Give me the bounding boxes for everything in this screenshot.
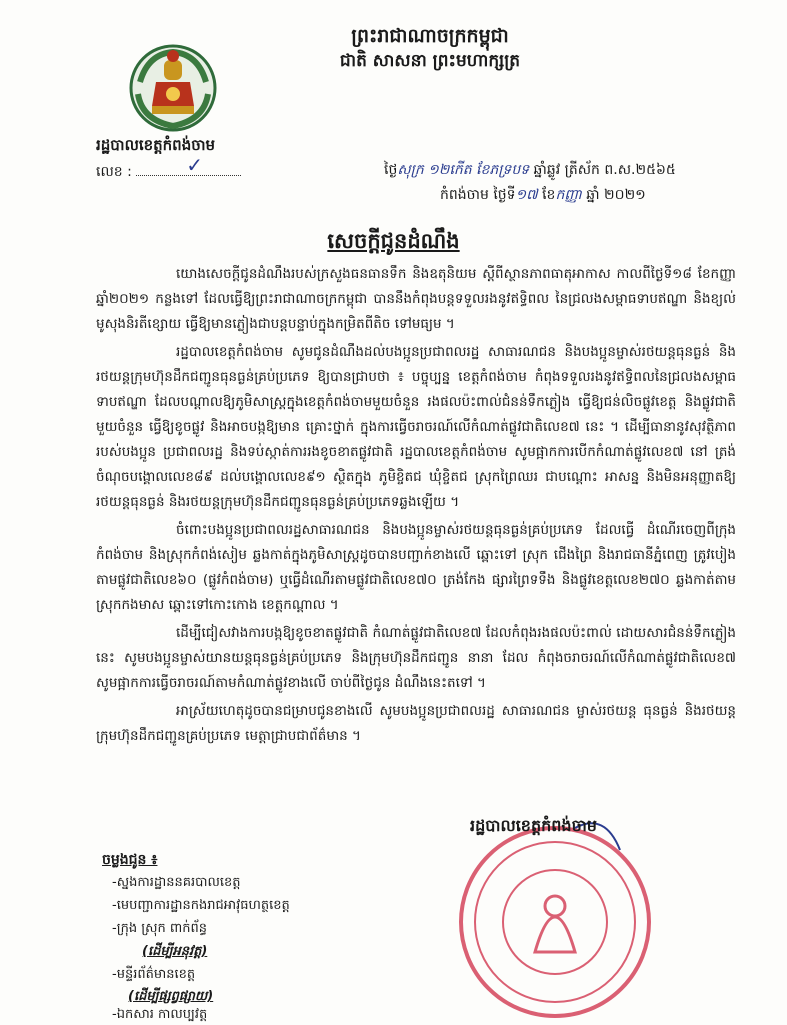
solar-date xyxy=(440,185,760,206)
national-motto: ជាតិ សាសនា ព្រះមហាក្សត្រ xyxy=(339,51,521,71)
solar-month-label: ខែ xyxy=(542,187,556,203)
solar-prefix: កំពង់ចាម ថ្ងៃទី xyxy=(440,187,516,203)
paragraph-2: រដ្ឋបាលខេត្តកំពង់ចាម សូមជូនដំណឹងដល់បងប្អូនប្រជាពលរដ្ឋ សាធារណជន និងបងប្អូនម្ចាស់រថយន្តធុនធ្ងន់ និងរថយន្តក្រុមហ៊ុនដឹកជញ្ជូនធុនធ្ងន់គ្រប់ប្រភេទ ឱ្យបានជ្រាបថា ៖ បច្ចុប្បន្ន ខេត្តកំពង់ចាម កំពុងទទួលរងនូវឥទ្ធិពលនៃជ្រលងសម្ពាធទាបឥណ្ឌា ដែលបណ្តាលឱ្យភូមិសាស្ត្រក្នុងខេត្តកំពង់ចាមមួយចំនួន រងផលប៉ះពាល់ជំនន់ទឹកភ្លៀង ធ្វើឱ្យជន់លិចផ្លូវខេត្ត និងផ្លូវជាតិមួយចំនួន ធ្វើឱ្យខូចផ្លូវ និងអាចបង្កឱ្យមាន គ្រោះថ្នាក់ ក្នុងការធ្វើចរាចរណ៍លើកំណាត់ផ្លូវជាតិលេខ៧ នេះ ។ ដើម្បីធានានូវសុវត្ថិភាពរបស់បងប្អូន ប្រជាពលរដ្ឋ និងទប់ស្កាត់ការរងខូចខាតផ្លូវជាតិ រដ្ឋបាលខេត្តកំពង់ចាម សូមផ្អាកការបើកកំណាត់ផ្លូវលេខ៧ នៅ ត្រង់ចំណុចបង្គោលលេខ៨៩ ដល់បង្គោលលេខ៩១ ស្ថិតក្នុង ភូមិខ្ចិតជ ឃុំខ្ចិតជ ស្រុកព្រៃឈរ ជាបណ្តោះ អាសន្ន និងមិនអនុញ្ញាតឱ្យរថយន្តធុនធ្ងន់ និងរថយន្តក្រុមហ៊ុនដឹកជញ្ជូនធុនធ្ងន់គ្រប់ប្រភេទឆ្លងឡើយ ។ xyxy=(96,344,736,510)
paragraph-3: ចំពោះបងប្អូនប្រជាពលរដ្ឋសាធារណជន និងបងប្អូនម្ចាស់រថយន្តធុនធ្ងន់គ្រប់ប្រភេទ ដែលធ្វើ ដំណើរចេញពីក្រុងកំពង់ចាម និងស្រុកកំពង់សៀម ឆ្លងកាត់ក្នុងភូមិសាស្ត្រដូចបានបញ្ជាក់ខាងលើ ឆ្ពោះទៅ ស្រុក ជើងព្រៃ និងរាជធានីភ្នំពេញ ត្រូវបៀងតាមផ្លូវជាតិលេខ៦០ (ផ្លូវកំពង់ចាម) ឬធ្វើដំណើរតាមផ្លូវជាតិលេខ៧០ ត្រង់កែង ផ្សារព្រៃទទឹង និងផ្លូវខេត្តលេខ២៧០ ឆ្លងកាត់តាមស្រុកកងមាស ឆ្ពោះទៅកោះកោង ខេត្តកណ្តាល ។ xyxy=(96,522,736,613)
paragraph-1: យោងសេចក្តីជូនដំណឹងរបស់ក្រសួងធនធានទឹក និងឧតុនិយម ស្តីពីស្ថានភាពធាតុអាកាស កាលពីថ្ងៃទី១៨ ខែកញ្ញា ឆ្នាំ២០២១ កន្លងទៅ ដែលធ្វើឱ្យព្រះរាជាណាចក្រកម្ពុជា បាននឹងកំពុងបន្តទទួលរងនូវឥទ្ធិពល នៃជ្រលងសម្ពាធទាបឥណ្ឌា និងខ្យល់មូសុងនិរតីខ្សោយ ធ្វើឱ្យមានភ្លៀងជាបន្តបន្ទាប់ក្នុងកម្រិតពីតិច ទៅមធ្យម ។ xyxy=(96,266,736,332)
cc-item-information-dept: -មន្ទីរព័ត៌មានខេត្ត xyxy=(112,967,196,982)
cc-item-archive: -ឯកសារ កាលប្បវត្ត xyxy=(112,1007,208,1022)
lunar-suffix: ឆ្នាំឆ្លូវ ត្រីស័ក ព.ស.២៥៦៥ xyxy=(533,162,676,178)
paragraph-5: អាស្រ័យហេតុដូចបានជម្រាបជូនខាងលើ សូមបងប្អូនប្រជាពលរដ្ឋ សាធារណជន ម្ចាស់រថយន្ត ធុនធ្ងន់ និងរថយន្តក្រុមហ៊ុនដឹកជញ្ជូនគ្រប់ប្រភេទ មេត្តាជ្រាបជាព័ត៌មាន ។ xyxy=(96,703,736,744)
cc-item-military-police: -មេបញ្ជាការដ្ឋានកងរាជអាវុធហត្ថខេត្ត xyxy=(112,898,290,913)
document-title: សេចក្តីជូនដំណឹង xyxy=(327,228,460,253)
cc-note-implement: (ដើម្បីអនុវត្ត) xyxy=(142,944,208,959)
lunar-prefix: ថ្ងៃ xyxy=(384,162,398,178)
signer-authority: រដ្ឋបាលខេត្តកំពង់ចាម xyxy=(470,816,597,835)
lunar-handwritten: សុក្រ ១២កើត ខែភទ្របទ xyxy=(397,162,530,178)
reference-number xyxy=(96,153,241,183)
document-body xyxy=(96,262,736,752)
ref-label: លេខ : xyxy=(96,164,132,180)
provincial-emblem-logo xyxy=(128,42,218,134)
ref-dotted-line xyxy=(136,153,241,177)
solar-day: ១៧ xyxy=(515,187,538,203)
kingdom-heading: ព្រះរាជាណាចក្រកម្ពុជា xyxy=(351,25,509,47)
solar-year: ឆ្នាំ ២០២១ xyxy=(586,187,646,203)
cc-item-districts: -ក្រុង ស្រុក ពាក់ព័ន្ធ xyxy=(112,921,207,936)
cc-note-disseminate: (ដើម្បីផ្សព្វផ្សាយ) xyxy=(128,989,214,1004)
solar-month: កញ្ញា xyxy=(555,187,582,203)
official-stamp-seal xyxy=(455,822,655,1022)
cc-item-police: -ស្នងការដ្ឋាននគរបាលខេត្ត xyxy=(112,875,241,890)
issuing-authority: រដ្ឋបាលខេត្តកំពង់ចាម xyxy=(96,136,216,154)
lunar-date xyxy=(384,160,754,181)
check-mark-icon: ✓ xyxy=(186,153,204,177)
cc-title: ចម្លងជូន ៖ xyxy=(102,852,158,868)
paragraph-4: ដើម្បីជៀសវាងការបង្កឱ្យខូចខាតផ្លូវជាតិ កំណាត់ផ្លូវជាតិលេខ៧ ដែលកំពុងរងផលប៉ះពាល់ ដោយសារជំនន់ទឹកភ្លៀងនេះ សូមបងប្អូនម្ចាស់យានយន្តធុនធ្ងន់គ្រប់ប្រភេទ និងក្រុមហ៊ុនដឹកជញ្ជូន នានា ដែល កំពុងចរាចរណ៍លើកំណាត់ផ្លូវជាតិលេខ៧ សូមផ្អាកការធ្វើចរាចរណ៍តាមកំណាត់ផ្លូវខាងលើ ចាប់ពីថ្ងៃជូន ដំណឹងនេះតទៅ ។ xyxy=(96,625,736,691)
